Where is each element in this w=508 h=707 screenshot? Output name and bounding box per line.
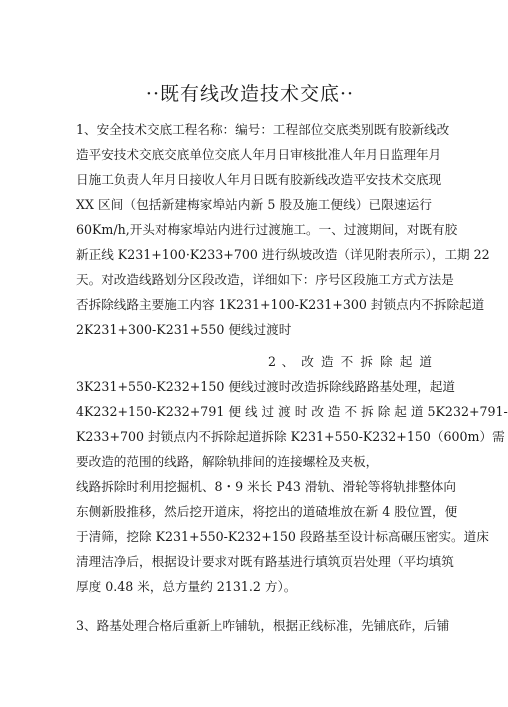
body-line-16: 东侧新股推移，然后挖开道床，将挖出的道碴堆放在新 4 股位置，便 (76, 504, 458, 519)
body-line-20: 3、路基处理合格后重新上咋铺轨，根据正线标准，先铺底砟，后铺 (76, 618, 450, 633)
body-line-2: 造平安技术交底交底单位交底人年月日审核批准人年月日监理年月 (76, 147, 442, 162)
body-line-6: 新正线 K231+100·K233+700 进行纵坡改造（详见附表所示），工期 22 (76, 247, 490, 262)
body-line-15: 线路拆除时利用挖掘机、8・9 米长 P43 滑轨、滑轮等将轨排整体向 (76, 479, 456, 494)
body-line-9: 2K231+300-K231+550 便线过渡时 (76, 322, 292, 337)
body-line-12: 4K232+150-K232+791 便 线 过 渡 时 改 造 不 拆 除 起 道 5K232+791- (76, 404, 508, 419)
body-line-4: XX 区间（包括新建梅家埠站内新 5 股及施工便线）已限速运行 (76, 197, 432, 212)
body-line-5: 60Km/h,开头对梅家埠站内进行过渡施工。一、过渡期间，对既有胶 (76, 222, 458, 237)
body-line-13: K233+700 封锁点内不拆除起道拆除 K231+550-K232+150（600m）需 (76, 429, 505, 444)
body-line-10: 2 、 改 造 不 拆 除 起 道 (268, 354, 432, 369)
body-line-8: 否拆除线路主要施工内容 1K231+100-K231+300 封锁点内不拆除起道 (76, 297, 485, 312)
body-line-18: 清理洁净后，根据设计要求对既有路基进行填筑页岩处理（平均填筑 (76, 554, 454, 569)
body-line-19: 厚度 0.48 米，总方量约 2131.2 方）。 (76, 579, 297, 594)
document-title: ··既有线改造技术交底·· (145, 83, 355, 105)
body-line-3: 日施工负责人年月日接收人年月日既有胶新线改造平安技术交底现 (76, 172, 442, 187)
body-line-14: 要改造的范围的线路，解除轨排间的连接螺栓及夹板， (76, 454, 379, 469)
body-line-7: 天。对改造线路划分区段改造，详细如下：序号区段施工方式方法是 (76, 272, 454, 287)
body-line-17: 于清筛，挖除 K231+550-K232+150 段路基至设计标高碾压密实。道床 (76, 529, 489, 544)
body-line-1: 1、安全技术交底工程名称：编号：工程部位交底类别既有胶新线改 (76, 122, 450, 137)
body-line-11: 3K231+550-K232+150 便线过渡时改造拆除线路路基处理，起道 (76, 379, 456, 394)
